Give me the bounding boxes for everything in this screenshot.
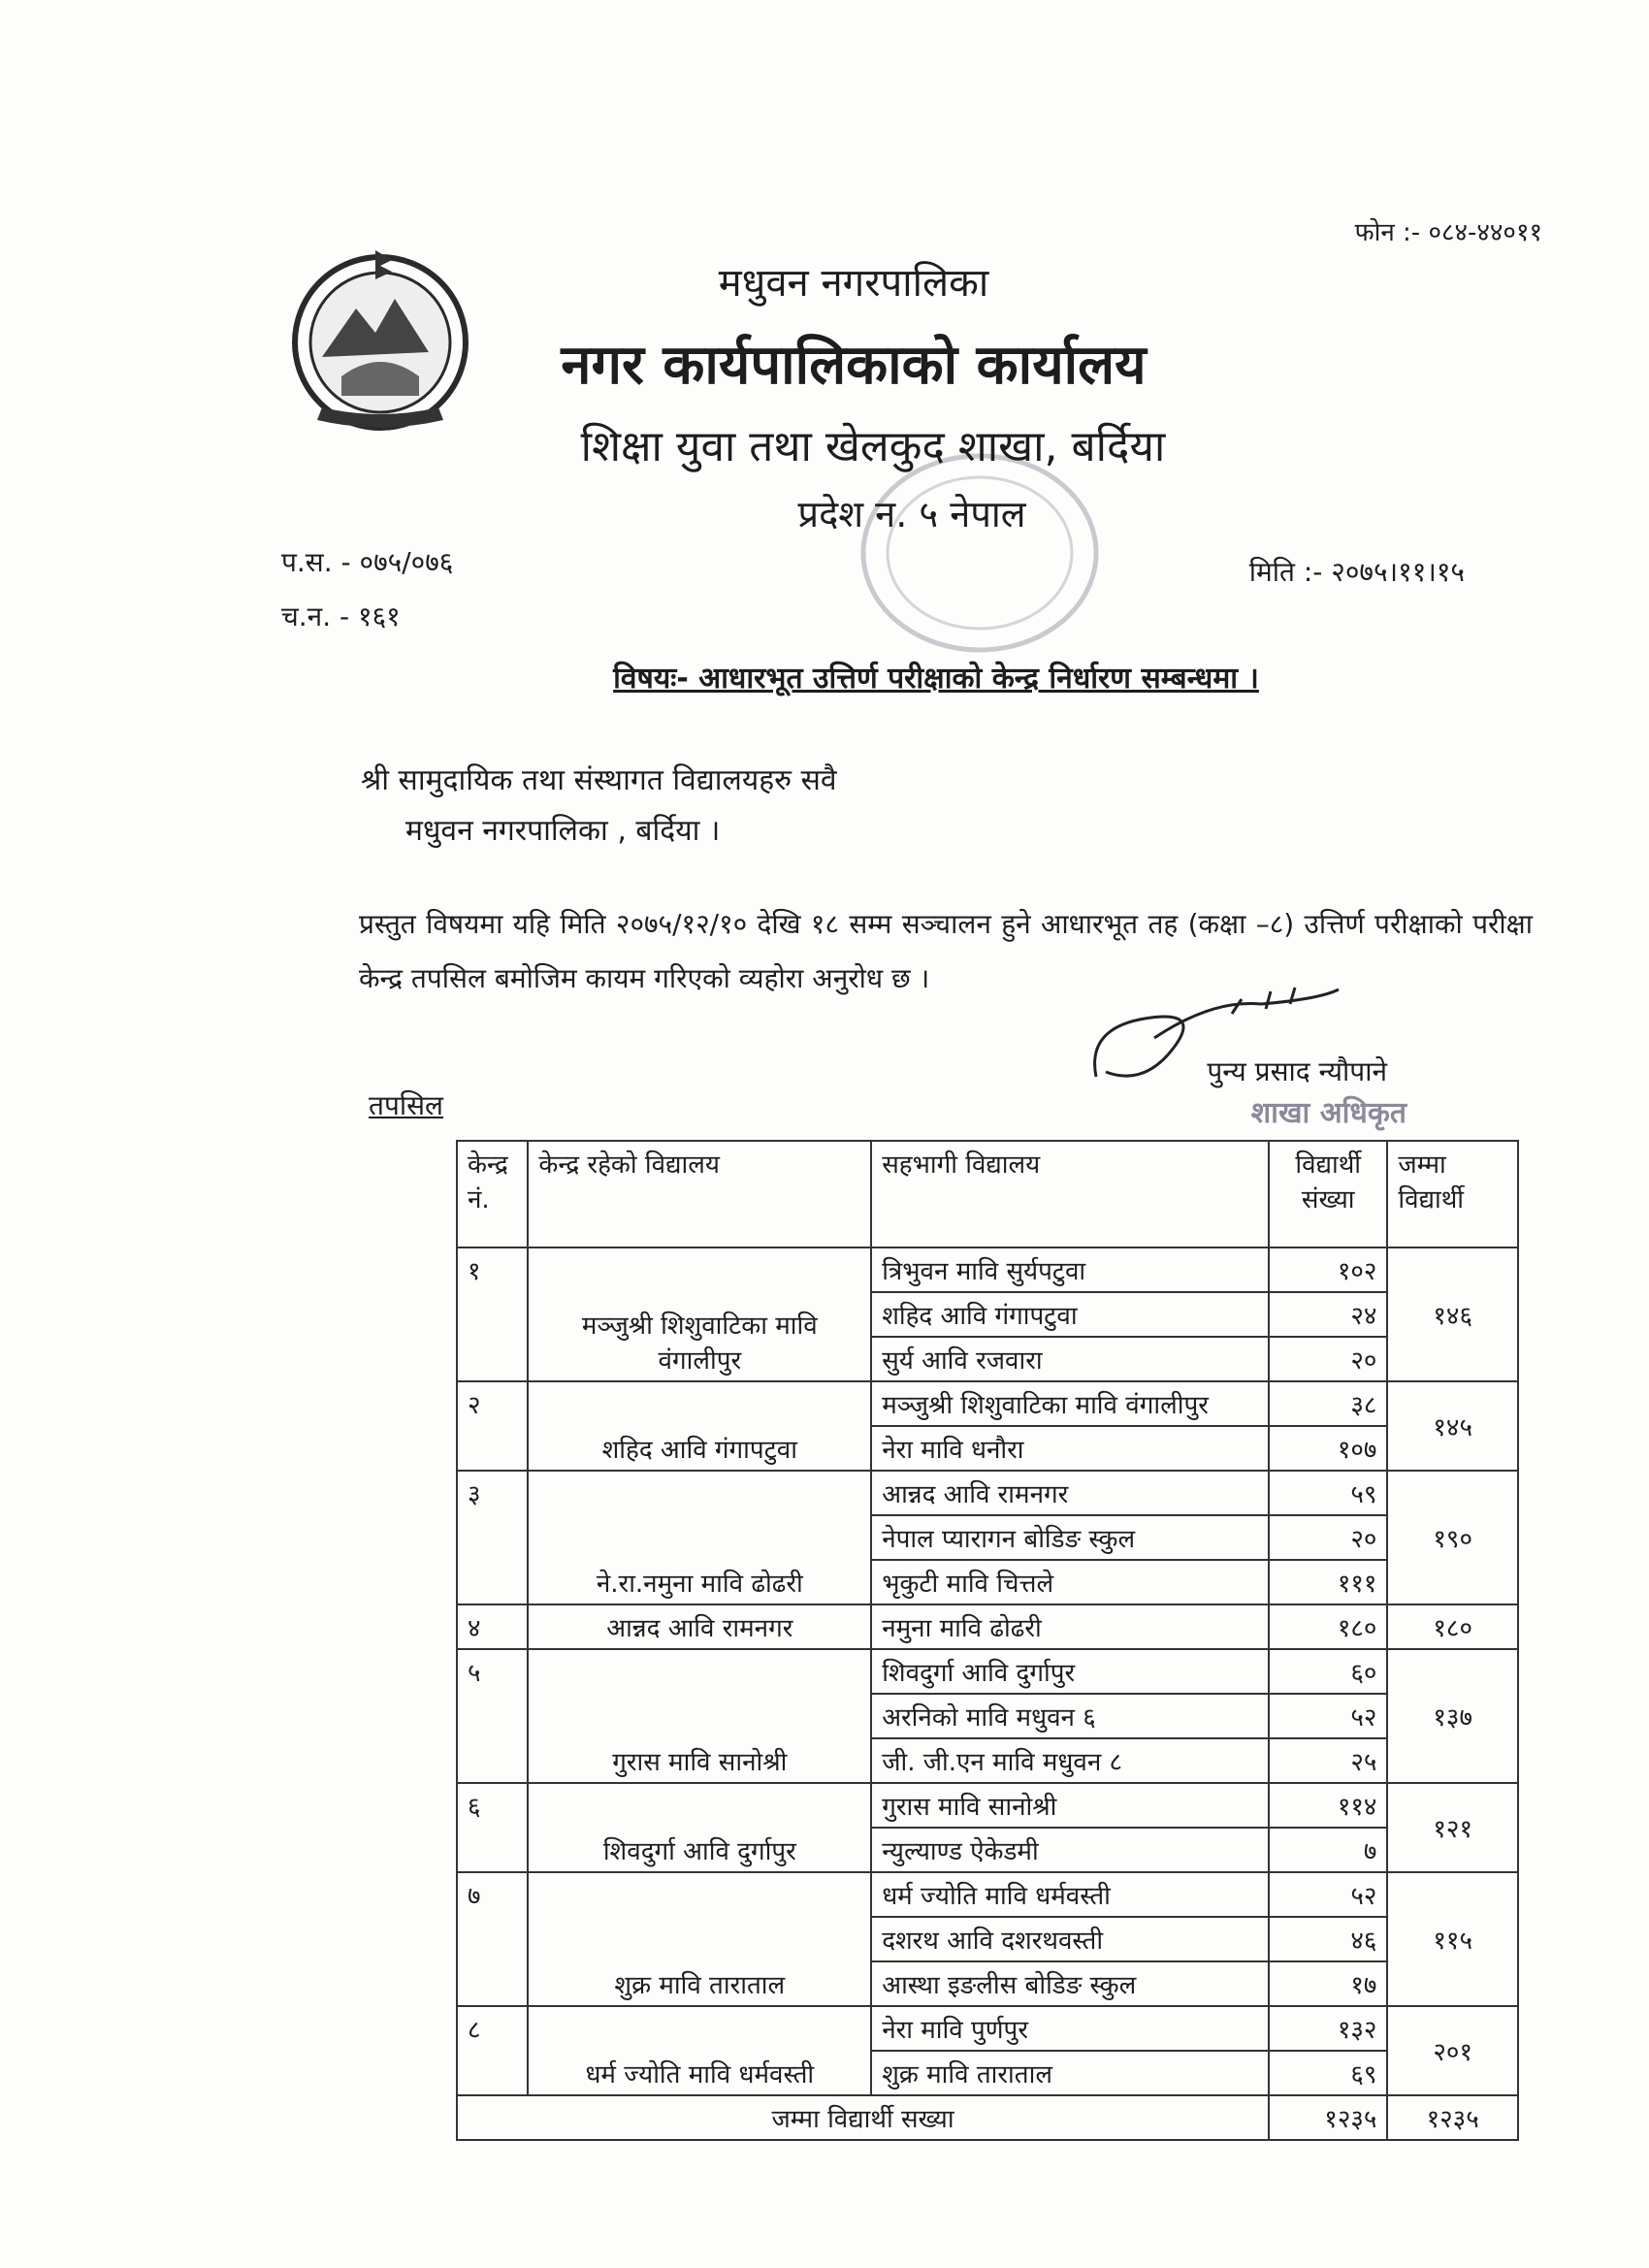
center-school: गुरास मावि सानोश्री — [528, 1649, 871, 1783]
participating-school: शुक्र मावि ताराताल — [871, 2051, 1269, 2095]
participating-school: आन्नद आवि रामनगर — [871, 1471, 1269, 1515]
office-name: नगर कार्यपालिकाको कार्यालय — [561, 334, 1147, 397]
letter-date: मिति :- २०७५।११।१५ — [1248, 556, 1465, 588]
center-school: शुक्र मावि ताराताल — [528, 1872, 871, 2006]
student-count: १०७ — [1269, 1426, 1387, 1471]
center-school: मञ्जुश्री शिशुवाटिका मावि वंगालीपुर — [528, 1247, 871, 1381]
table-row — [457, 1872, 1518, 1917]
center-number: ३ — [457, 1471, 528, 1604]
phone-number: फोन :- ०८४-४४०११ — [1354, 218, 1542, 247]
participating-school: नेरा मावि पुर्णपुर — [871, 2006, 1269, 2051]
signatory-title: शाखा अधिकृत — [1250, 1096, 1406, 1130]
addressee-line1: श्री सामुदायिक तथा संस्थागत विद्यालयहरु सवै — [361, 763, 837, 797]
student-count: १७ — [1269, 1961, 1387, 2006]
participating-school: गुरास मावि सानोश्री — [871, 1783, 1269, 1828]
tapsil-label: तपसिल — [369, 1089, 444, 1121]
grand-total-row — [457, 2095, 1518, 2140]
center-total: २०१ — [1387, 2006, 1518, 2095]
center-school: ने.रा.नमुना मावि ढोढरी — [528, 1471, 871, 1604]
student-count: ६० — [1269, 1649, 1387, 1694]
student-count: १८० — [1269, 1604, 1387, 1649]
center-number: २ — [457, 1381, 528, 1471]
student-count: १३२ — [1269, 2006, 1387, 2051]
participating-school: अरनिको मावि मधुवन ६ — [871, 1694, 1269, 1738]
addressee-line2: मधुवन नगरपालिका , बर्दिया । — [405, 814, 721, 848]
letter-subject: विषयः- आधारभूत उत्तिर्ण परीक्षाको केन्द्र निर्धारण सम्बन्धमा । — [613, 662, 1259, 696]
center-school: शहिद आवि गंगापटुवा — [528, 1381, 871, 1471]
student-count: १०२ — [1269, 1247, 1387, 1292]
participating-school: नेरा मावि धनौरा — [871, 1426, 1269, 1471]
center-number: ८ — [457, 2006, 528, 2095]
participating-school: नेपाल प्यारागन बोडिङ स्कुल — [871, 1515, 1269, 1560]
office-stamp-icon — [854, 446, 1106, 660]
table-row — [457, 1604, 1518, 1649]
header-students: विद्यार्थी संख्या — [1269, 1141, 1387, 1247]
participating-school: आस्था इङलीस बोडिङ स्कुल — [871, 1961, 1269, 2006]
letter-body: प्रस्तुत विषयमा यहि मिति २०७५/१२/१० देखि १८ सम्म सञ्चालन हुने आधारभूत तह (कक्षा –८) उत्तिर्ण परीक्षाको परीक्षा केन्द्र तपसिल बमोजिम कायम गरिएको व्यहोरा अनुरोध छ । — [359, 908, 1533, 994]
header-center-no: केन्द्र नं. — [457, 1141, 528, 1247]
student-count: ५९ — [1269, 1471, 1387, 1515]
center-school: धर्म ज्योति मावि धर्मवस्ती — [528, 2006, 871, 2095]
participating-school: मञ्जुश्री शिशुवाटिका मावि वंगालीपुर — [871, 1381, 1269, 1426]
center-number: ४ — [457, 1604, 528, 1649]
student-count: ५२ — [1269, 1694, 1387, 1738]
participating-school: शिवदुर्गा आवि दुर्गापुर — [871, 1649, 1269, 1694]
municipality-name: मधुवन नगरपालिका — [718, 261, 989, 306]
participating-school: दशरथ आवि दशरथवस्ती — [871, 1917, 1269, 1961]
table-row — [457, 1649, 1518, 1694]
center-number: ५ — [457, 1649, 528, 1783]
dispatch-number: च.न. - १६१ — [281, 600, 401, 632]
center-total: १४६ — [1387, 1247, 1518, 1381]
student-count: २० — [1269, 1515, 1387, 1560]
participating-school: नमुना मावि ढोढरी — [871, 1604, 1269, 1649]
student-count: ४६ — [1269, 1917, 1387, 1961]
grand-total: १२३५ — [1387, 2095, 1518, 2140]
student-count: २० — [1269, 1337, 1387, 1381]
participating-school: शहिद आवि गंगापटुवा — [871, 1292, 1269, 1337]
center-total: ११५ — [1387, 1872, 1518, 2006]
student-count: ११४ — [1269, 1783, 1387, 1828]
grand-total-students: १२३५ — [1269, 2095, 1387, 2140]
table-row — [457, 1783, 1518, 1828]
participating-school: भृकुटी मावि चित्तले — [871, 1560, 1269, 1604]
center-school: आन्नद आवि रामनगर — [528, 1604, 871, 1649]
student-count: ५२ — [1269, 1872, 1387, 1917]
center-number: ६ — [457, 1783, 528, 1872]
participating-school: सुर्य आवि रजवारा — [871, 1337, 1269, 1381]
center-number: ७ — [457, 1872, 528, 2006]
fiscal-year: प.स. - ०७५/०७६ — [281, 546, 454, 578]
center-total: १९० — [1387, 1471, 1518, 1604]
table-row — [457, 1247, 1518, 1292]
center-total: १४५ — [1387, 1381, 1518, 1471]
participating-school: जी. जी.एन मावि मधुवन ८ — [871, 1738, 1269, 1783]
grand-total-label: जम्मा विद्यार्थी सख्या — [457, 2095, 1269, 2140]
student-count: २४ — [1269, 1292, 1387, 1337]
center-total: १८० — [1387, 1604, 1518, 1649]
center-total: १३७ — [1387, 1649, 1518, 1783]
student-count: २५ — [1269, 1738, 1387, 1783]
table-header-row — [457, 1141, 1518, 1247]
student-count: १११ — [1269, 1560, 1387, 1604]
header-total: जम्मा विद्यार्थी — [1387, 1141, 1518, 1247]
center-number: १ — [457, 1247, 528, 1381]
student-count: ७ — [1269, 1828, 1387, 1872]
student-count: ३८ — [1269, 1381, 1387, 1426]
participating-school: धर्म ज्योति मावि धर्मवस्ती — [871, 1872, 1269, 1917]
table-row — [457, 1471, 1518, 1515]
signatory-name: पुन्य प्रसाद न्यौपाने — [1207, 1055, 1387, 1087]
exam-center-table — [456, 1140, 1519, 2141]
participating-school: न्युल्याण्ड ऐकेडमी — [871, 1828, 1269, 1872]
student-count: ६९ — [1269, 2051, 1387, 2095]
province-name: प्रदेश न. ५ नेपाल — [797, 493, 1026, 535]
section-name: शिक्षा युवा तथा खेलकुद शाखा, बर्दिया — [580, 422, 1166, 471]
header-participating: सहभागी विद्यालय — [871, 1141, 1269, 1247]
center-total: १२१ — [1387, 1783, 1518, 1872]
table-row — [457, 1381, 1518, 1426]
center-school: शिवदुर्गा आवि दुर्गापुर — [528, 1783, 871, 1872]
participating-school: त्रिभुवन मावि सुर्यपटुवा — [871, 1247, 1269, 1292]
header-center-school: केन्द्र रहेको विद्यालय — [528, 1141, 871, 1247]
table-row — [457, 2006, 1518, 2051]
